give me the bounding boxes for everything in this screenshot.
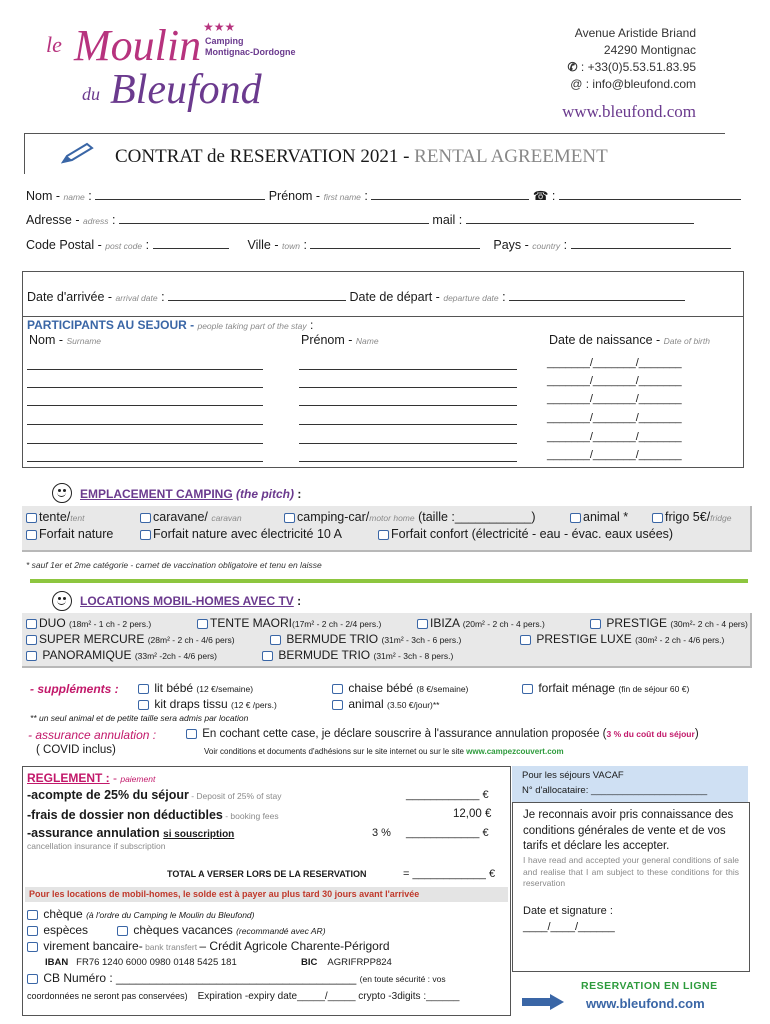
participants-nom-header <box>29 333 101 347</box>
bic-label: BIC <box>301 957 318 968</box>
accept-line3: tarifs et déclare les accepter. <box>523 840 670 852</box>
mh-duo <box>26 616 151 630</box>
participant-prenom-field[interactable] <box>299 405 517 406</box>
participant-dob-field[interactable]: _______/_______/_______ <box>547 375 682 387</box>
caravane-checkbox[interactable] <box>140 513 151 523</box>
participant-prenom-field[interactable] <box>299 424 517 425</box>
accept-line2: conditions générales de vente et de vos <box>523 825 726 837</box>
cb-desc-2: coordonnées ne seront pas conservées) <box>27 991 188 1001</box>
forfait-nature-label: Forfait nature <box>39 527 114 541</box>
especes-checkbox[interactable] <box>27 926 38 936</box>
taille-field[interactable]: (taille :___________) <box>418 510 536 524</box>
cp-row: Code Postal - post code : Ville - town : Pays - country : <box>26 238 731 252</box>
vacances-desc: (recommandé avec AR) <box>236 926 326 936</box>
assurance-pay-en: cancellation insurance if subscription <box>27 841 166 851</box>
prenom-label: Prénom - <box>268 189 321 203</box>
supp-chaise <box>332 681 468 695</box>
pitch-campingcar <box>284 510 536 524</box>
address-city: 24290 Montignac <box>603 43 696 57</box>
ville-en: town <box>282 241 300 251</box>
bermude1-label: BERMUDE TRIO <box>286 632 379 646</box>
assurance-close: ) <box>694 728 699 740</box>
address-email[interactable]: @ : info@bleufond.com <box>570 77 696 91</box>
virement-checkbox[interactable] <box>27 942 38 952</box>
supplements-label: - suppléments : <box>30 682 119 696</box>
tente-label: tente/ <box>39 510 71 524</box>
pen-icon <box>61 142 95 167</box>
maori-checkbox[interactable] <box>197 619 208 629</box>
adresse-field[interactable] <box>119 223 429 224</box>
cheque-checkbox[interactable] <box>27 910 38 920</box>
participant-dob-field[interactable]: _______/_______/_______ <box>547 412 682 424</box>
panoramique-label: PANORAMIQUE <box>42 648 132 662</box>
pitch-forfait-elec <box>140 527 342 541</box>
forfait-nature-checkbox[interactable] <box>26 530 37 540</box>
participant-dob-field[interactable]: _______/_______/_______ <box>547 431 682 443</box>
adresse-row: Adresse - adress : mail : <box>26 213 694 227</box>
assurance-pay-row <box>27 826 234 840</box>
campezcouvert-link[interactable]: www.campezcouvert.com <box>466 747 564 756</box>
supermercure-desc: (28m² - 2 ch - 4/6 pers) <box>147 635 235 645</box>
tente-en: tent <box>70 513 85 523</box>
cb-row-2 <box>27 991 459 1002</box>
bic-row <box>301 957 392 968</box>
participant-nom-field[interactable] <box>27 387 263 388</box>
prestige-label: PRESTIGE <box>606 616 668 630</box>
acompte-label: -acompte de 25% du séjour <box>27 788 189 802</box>
mail-label: mail : <box>432 213 463 227</box>
cp-en: post code <box>105 241 143 251</box>
campingcar-label: camping-car/ <box>297 510 370 524</box>
supp-litbebe <box>138 681 253 695</box>
nom-en: name <box>63 192 85 202</box>
logo-stars: ★★★ <box>203 20 236 34</box>
caravane-en: caravan <box>211 513 242 523</box>
logo-du: du <box>82 84 100 104</box>
footer-website[interactable]: www.bleufond.com <box>586 996 705 1011</box>
contract-title-sub: RENTAL AGREEMENT <box>414 146 608 167</box>
mh-prestigeluxe <box>520 632 724 646</box>
chaise-price: (8 €/semaine) <box>416 684 469 694</box>
participants-dob-label: Date de naissance - <box>549 333 661 347</box>
depart-field[interactable] <box>509 300 685 301</box>
adresse-en: adress <box>82 216 109 226</box>
caravane-label: caravane/ <box>153 510 208 524</box>
prestigeluxe-label: PRESTIGE LUXE <box>536 632 632 646</box>
supp-animal-checkbox[interactable] <box>332 700 343 710</box>
participant-row <box>23 377 743 389</box>
iban-row <box>45 957 237 968</box>
supermercure-label: SUPER MERCURE <box>39 632 145 646</box>
ibiza-desc: (20m² - 2 ch - 4 pers.) <box>462 619 545 629</box>
forfait-elec-checkbox[interactable] <box>140 530 151 540</box>
header-website[interactable]: www.bleufond.com <box>562 102 696 121</box>
nom-row: Nom - name : Prénom - first name : ☎ : <box>26 188 741 203</box>
ibiza-label: IBIZA <box>430 616 460 630</box>
address-phone <box>568 60 697 74</box>
assurance-label: - assurance annulation : <box>28 728 157 742</box>
assurance-voir-text: Voir conditions et documents d'adhésions sur le site internet ou sur le site <box>204 747 467 756</box>
prenom-en: first name <box>323 192 361 202</box>
cheque-label: chèque <box>43 907 83 921</box>
participants-box <box>22 315 744 468</box>
assurance-pay-pct: 3 % <box>372 827 391 839</box>
assurance-pay-value[interactable]: ____________ € <box>406 827 489 839</box>
bermude2-desc: (31m² - 3ch - 8 pers.) <box>373 651 454 661</box>
pay-vacances <box>117 923 326 937</box>
green-separator <box>30 579 748 583</box>
cp-label: Code Postal - <box>26 238 102 252</box>
pitch-colon: : <box>294 487 302 501</box>
assurance-pct: 3 % du coût du séjour <box>606 729 695 739</box>
arrivee-field[interactable] <box>168 300 346 301</box>
accept-en: I have read and accepted your general conditions of sale and realise that I am subject to these conditions for this reservation <box>523 855 739 888</box>
mh-bermude2 <box>262 648 453 662</box>
logo-le: le <box>46 32 62 57</box>
virement-en: bank transfert <box>142 942 200 952</box>
participant-dob-field[interactable]: _______/_______/_______ <box>547 449 682 461</box>
frigo-checkbox[interactable] <box>652 513 663 523</box>
virement-label: virement bancaire- <box>43 939 143 953</box>
prenom-field[interactable] <box>371 199 529 200</box>
pay-cheque <box>27 907 254 921</box>
mobil-heading <box>80 594 301 608</box>
cb-desc: (en toute sécurité : vos <box>359 974 446 984</box>
participant-nom-field[interactable] <box>27 424 263 425</box>
participants-dob-en: Date of birth <box>663 336 710 346</box>
pitch-frigo <box>652 510 731 524</box>
phone-field[interactable] <box>559 199 741 200</box>
assurance-text <box>186 728 699 740</box>
pays-field[interactable] <box>571 248 731 249</box>
vacaf-line1: Pour les séjours VACAF <box>522 770 624 781</box>
bermude1-checkbox[interactable] <box>270 635 281 645</box>
mobil-panel <box>22 613 752 668</box>
arrivee-en: arrival date <box>115 293 158 303</box>
assurance-pay-label: -assurance annulation <box>27 826 160 840</box>
participants-heading: PARTICIPANTS AU SEJOUR - people taking part of the stay : <box>27 318 314 332</box>
dates-box <box>22 271 744 317</box>
cheque-desc: (à l'ordre du Camping le Moulin du Bleufond) <box>86 910 255 920</box>
total-value[interactable]: = ____________ € <box>403 868 496 880</box>
cb-label[interactable]: CB Numéro : ____________________________________ <box>43 971 357 985</box>
accept-line1: Je reconnais avoir pris connaissance des <box>523 809 734 821</box>
logo-moulin: Moulin <box>74 21 202 70</box>
telephone-icon: ☎ <box>532 189 549 203</box>
supp-draps <box>138 697 277 711</box>
menage-checkbox[interactable] <box>522 684 533 694</box>
adresse-label: Adresse - <box>26 213 80 227</box>
pitch-note: * sauf 1er et 2me catégorie - carnet de vaccination obligatoire et tenu en laisse <box>26 560 322 570</box>
participant-nom-field[interactable] <box>27 461 263 462</box>
assurance-checkbox[interactable] <box>186 729 197 739</box>
reglement-box <box>22 766 511 1016</box>
pitch-forfait-nature <box>26 527 113 541</box>
draps-label: kit draps tissu <box>154 697 228 711</box>
supp-animal-price: (3.50 €/jour)** <box>387 700 440 710</box>
mobil-colon: : <box>293 594 302 608</box>
logo <box>40 18 310 118</box>
participant-nom-field[interactable] <box>27 369 263 370</box>
forfait-confort-label: Forfait confort (électricité - eau - évac. eaux usées) <box>391 527 674 541</box>
arrivee-label: Date d'arrivée - <box>27 290 113 304</box>
tente-checkbox[interactable] <box>26 513 37 523</box>
chaise-label: chaise bébé <box>348 681 414 695</box>
litbebe-label: lit bébé <box>154 681 194 695</box>
vacances-label: chèques vacances <box>133 923 233 937</box>
forfait-confort-checkbox[interactable] <box>378 530 389 540</box>
campingcar-checkbox[interactable] <box>284 513 295 523</box>
frigo-label: frigo 5€/ <box>665 510 711 524</box>
accept-box <box>512 802 750 972</box>
participant-row <box>23 359 743 371</box>
pay-especes <box>27 923 88 937</box>
vacaf-box <box>512 766 748 802</box>
iban-value: FR76 1240 6000 0980 0148 5425 181 <box>76 957 237 968</box>
prestigeluxe-desc: (30m² - 2 ch - 4/6 pers.) <box>635 635 725 645</box>
nom-label: Nom - <box>26 189 61 203</box>
duo-label: DUO <box>39 616 66 630</box>
assurance-desc: En cochant cette case, je déclare souscrire à l'assurance annulation proposée ( <box>202 728 607 740</box>
frais-en: - booking fees <box>222 811 279 821</box>
campingcar-en: motor home <box>369 513 415 523</box>
maori-label: TENTE MAORI <box>210 616 293 630</box>
reglement-title: REGLEMENT : <box>27 771 110 785</box>
panoramique-desc: (33m² -2ch - 4/6 pers) <box>134 651 218 661</box>
pitch-heading <box>80 487 301 501</box>
participants-dob-header <box>549 333 710 347</box>
assurance-covid: ( COVID inclus) <box>36 744 116 756</box>
supp-animal <box>332 697 440 711</box>
acompte-row <box>27 788 281 802</box>
prestige-checkbox[interactable] <box>590 619 601 629</box>
reglement-heading <box>27 771 155 785</box>
acompte-en: - Deposit of 25% of stay <box>188 791 282 801</box>
dates-row: Date d'arrivée - arrival date : Date de départ - departure date : <box>27 290 685 304</box>
frigo-en: fridge <box>710 513 732 523</box>
pitch-forfait-confort <box>378 527 673 541</box>
pays-en: country <box>532 241 561 251</box>
animal-label: animal * <box>583 510 629 524</box>
virement-bank: – Crédit Agricole Charente-Périgord <box>199 939 390 953</box>
especes-label: espèces <box>43 923 89 937</box>
pay-virement <box>27 939 390 953</box>
bermude2-checkbox[interactable] <box>262 651 273 661</box>
participant-row <box>23 395 743 407</box>
mh-ibiza <box>417 616 545 630</box>
participant-prenom-field[interactable] <box>299 369 517 370</box>
depart-label: Date de départ - <box>349 290 440 304</box>
online-reservation-label: RESERVATION EN LIGNE <box>581 980 718 992</box>
phone-number: : +33(0)5.53.51.83.95 <box>577 60 696 74</box>
address-street: Avenue Aristide Briand <box>574 26 696 40</box>
litbebe-checkbox[interactable] <box>138 684 149 694</box>
contract-title <box>115 146 608 168</box>
solde-banner <box>25 887 508 902</box>
participants-title: PARTICIPANTS AU SEJOUR - <box>27 318 195 332</box>
pitch-title-en: (the pitch) <box>236 487 295 501</box>
smiley-icon <box>52 591 72 611</box>
participants-nom-label: Nom - <box>29 333 64 347</box>
animal-checkbox[interactable] <box>570 513 581 523</box>
prestige-desc: (30m²- 2 ch - 4 pers) <box>670 619 748 629</box>
reglement-title-en: paiement <box>120 774 156 784</box>
depart-en: departure date <box>443 293 499 303</box>
ville-field[interactable] <box>310 248 480 249</box>
nom-field[interactable] <box>95 199 265 200</box>
participants-title-en: people taking part of the stay <box>197 321 307 331</box>
title-bar <box>24 133 725 174</box>
date-signature-field[interactable]: ____/____/______ <box>523 921 615 933</box>
pitch-caravane <box>140 510 242 524</box>
assurance-pay-si: si souscription <box>163 829 235 840</box>
phone-icon: ✆ <box>567 60 578 74</box>
participant-nom-field[interactable] <box>27 443 263 444</box>
assurance-voir <box>204 747 564 756</box>
mh-bermude1 <box>270 632 461 646</box>
pays-label: Pays - <box>493 238 529 252</box>
pitch-title: EMPLACEMENT CAMPING <box>80 487 233 501</box>
maori-desc: (17m² - 2 ch - 2/4 pers.) <box>292 619 382 629</box>
mh-supermercure <box>26 632 235 646</box>
logo-location: Montignac-Dordogne <box>205 47 296 57</box>
mh-panoramique <box>26 648 217 662</box>
expiration-field[interactable]: Expiration -expiry date_____/_____ crypto -3digits :______ <box>197 991 460 1002</box>
participant-prenom-field[interactable] <box>299 461 517 462</box>
participant-prenom-field[interactable] <box>299 443 517 444</box>
bic-value: AGRIFRPP824 <box>327 957 392 968</box>
reglement-dash: - <box>109 771 121 785</box>
supp-menage <box>522 681 689 695</box>
cp-field[interactable] <box>153 248 229 249</box>
participant-dob-field[interactable]: _______/_______/_______ <box>547 393 682 405</box>
participants-prenom-label: Prénom - <box>301 333 353 347</box>
prestigeluxe-checkbox[interactable] <box>520 635 531 645</box>
pay-cb <box>27 971 446 985</box>
draps-price: (12 € /pers.) <box>231 700 277 710</box>
solde-text: Pour les locations de mobil-homes, le solde est à payer au plus tard 30 jours avant l'arrivée <box>29 889 420 899</box>
mh-prestige <box>590 616 748 630</box>
participant-row <box>23 414 743 426</box>
chaise-checkbox[interactable] <box>332 684 343 694</box>
logo-camping: Camping <box>205 36 244 46</box>
pitch-panel <box>22 506 752 552</box>
participant-row <box>23 433 743 445</box>
participant-dob-field[interactable]: _______/_______/_______ <box>547 357 682 369</box>
mobil-title: LOCATIONS MOBIL-HOMES AVEC TV <box>80 594 294 608</box>
pitch-row-1 <box>26 510 84 524</box>
frais-label: -frais de dossier non déductibles <box>27 808 223 822</box>
menage-price: (fin de séjour 60 €) <box>618 684 690 694</box>
supplements-note: ** un seul animal et de petite taille sera admis par location <box>30 713 249 723</box>
smiley-icon <box>52 483 72 503</box>
participant-prenom-field[interactable] <box>299 387 517 388</box>
acompte-value[interactable]: ____________ € <box>406 789 489 801</box>
supermercure-checkbox[interactable] <box>26 635 37 645</box>
draps-checkbox[interactable] <box>138 700 149 710</box>
forfait-elec-label: Forfait nature avec électricité 10 A <box>153 527 342 541</box>
logo-bleufond: Bleufond <box>110 67 262 113</box>
arrow-icon <box>520 993 566 1014</box>
iban-label: IBAN <box>45 957 69 968</box>
duo-desc: (18m² - 1 ch - 2 pers.) <box>69 619 152 629</box>
date-signature-label: Date et signature : <box>523 905 613 917</box>
participants-nom-en: Surname <box>66 336 102 346</box>
participant-nom-field[interactable] <box>27 405 263 406</box>
ville-label: Ville - <box>247 238 279 252</box>
frais-row <box>27 808 279 822</box>
menage-label: forfait ménage <box>538 681 616 695</box>
litbebe-price: (12 €/semaine) <box>196 684 254 694</box>
mail-field[interactable] <box>466 223 694 224</box>
panoramique-checkbox[interactable] <box>26 651 37 661</box>
supp-animal-label: animal <box>348 697 384 711</box>
pitch-animal <box>570 510 628 524</box>
total-label: TOTAL A VERSER LORS DE LA RESERVATION <box>167 869 367 879</box>
ibiza-checkbox[interactable] <box>417 619 428 629</box>
frais-value: 12,00 € <box>453 808 492 820</box>
duo-checkbox[interactable] <box>26 619 37 629</box>
contract-title-main: CONTRAT de RESERVATION 2021 - <box>115 146 415 167</box>
mh-maori <box>197 616 381 630</box>
bermude1-desc: (31m² - 3ch - 6 pers.) <box>381 635 462 645</box>
vacances-checkbox[interactable] <box>117 926 128 936</box>
participants-prenom-header <box>301 333 379 347</box>
participants-prenom-en: Name <box>355 336 379 346</box>
cb-checkbox[interactable] <box>27 974 38 984</box>
vacaf-line2[interactable]: N° d'allocataire: ______________________ <box>522 785 708 796</box>
participant-row <box>23 451 743 463</box>
bermude2-label: BERMUDE TRIO <box>278 648 371 662</box>
